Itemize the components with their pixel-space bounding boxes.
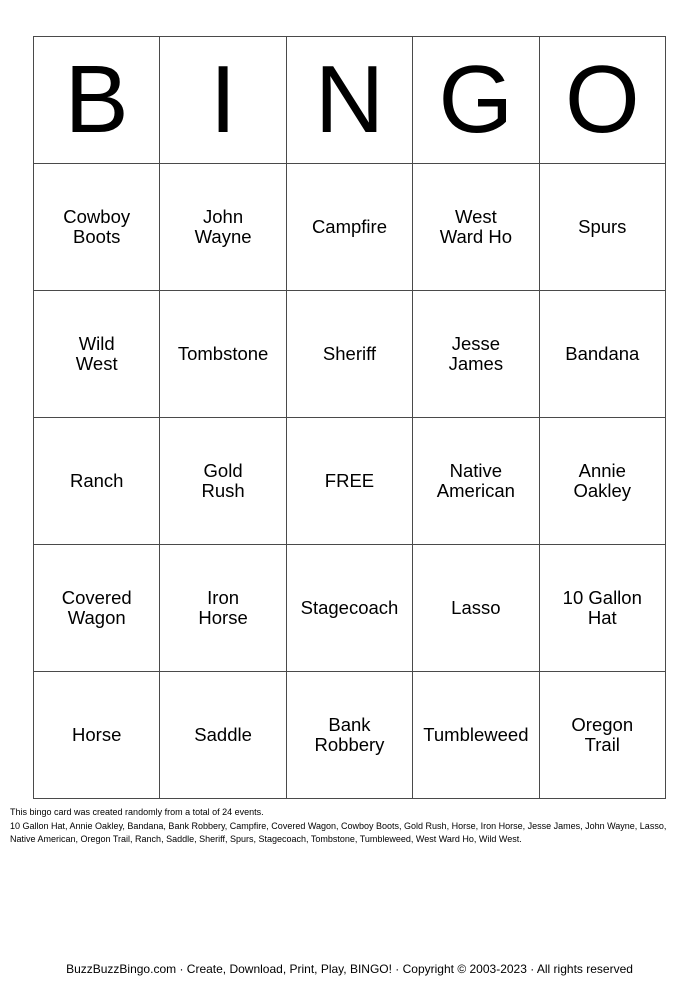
- bingo-cell: [160, 545, 286, 672]
- notes-summary: This bingo card was created randomly from a total of 24 events.: [10, 807, 264, 817]
- bingo-cell: [34, 291, 160, 418]
- cell-label: Horse: [72, 724, 122, 745]
- cell-label: Wild West: [75, 333, 118, 374]
- bingo-cell: [34, 545, 160, 672]
- bingo-cell: [413, 545, 539, 672]
- cell-label: West Ward Ho: [439, 206, 513, 247]
- bingo-cell: [160, 291, 286, 418]
- cell-label: Iron Horse: [198, 587, 248, 628]
- cell-label: Oregon Trail: [571, 714, 634, 755]
- cell-label: Bandana: [565, 343, 640, 364]
- free-space-cell: [286, 418, 412, 545]
- bingo-row: [34, 291, 666, 418]
- notes-event-list: 10 Gallon Hat, Annie Oakley, Bandana, Bank Robbery, Campfire, Covered Wagon, Cowboy Boots, Gold Rush, Horse, Iron Horse, Jesse James, John Wayne, Lasso, Native American, Oregon Trail, Ranch, Saddle, Sheriff, Spurs, Stagecoach, Tombstone, Tumbleweed, West Ward Ho, Wild West.: [10, 820, 667, 844]
- bingo-row: [34, 164, 666, 291]
- cell-label: Campfire: [311, 216, 387, 237]
- bingo-row: [34, 672, 666, 799]
- page-footer: BuzzBuzzBingo.com · Create, Download, Print, Play, BINGO! · Copyright © 2003-2023 · All rights reserved: [66, 962, 633, 976]
- bingo-cell: [413, 418, 539, 545]
- cell-label: Tombstone: [177, 343, 269, 364]
- cell-label: Saddle: [194, 724, 252, 745]
- bingo-cell: [34, 672, 160, 799]
- header-letter-b: B: [34, 37, 160, 164]
- cell-label: Lasso: [451, 597, 501, 618]
- bingo-cell: [413, 291, 539, 418]
- bingo-cell: [539, 291, 665, 418]
- header-letter-g: G: [413, 37, 539, 164]
- cell-label: Gold Rush: [201, 460, 245, 501]
- bingo-header-row: [34, 37, 666, 164]
- cell-label: Annie Oakley: [573, 460, 632, 501]
- bingo-cell: [160, 418, 286, 545]
- bingo-cell: [539, 164, 665, 291]
- cell-label: Sheriff: [322, 343, 377, 364]
- cell-label: Cowboy Boots: [63, 206, 131, 247]
- cell-label: Jesse James: [448, 333, 504, 374]
- bingo-cell: [413, 164, 539, 291]
- cell-label: Ranch: [69, 470, 124, 491]
- cell-label: Covered Wagon: [61, 587, 132, 628]
- bingo-cell: [413, 672, 539, 799]
- bingo-row: [34, 545, 666, 672]
- bingo-cell: [286, 164, 412, 291]
- header-letter-i: I: [160, 37, 286, 164]
- bingo-row: [34, 418, 666, 545]
- card-notes: [10, 806, 690, 847]
- bingo-cell: [286, 545, 412, 672]
- bingo-cell: [539, 672, 665, 799]
- header-letter-n: N: [286, 37, 412, 164]
- cell-label: Native American: [436, 460, 515, 501]
- free-space-label: FREE: [324, 470, 375, 491]
- bingo-cell: [286, 672, 412, 799]
- cell-label: John Wayne: [194, 206, 252, 247]
- cell-label: 10 Gallon Hat: [562, 587, 642, 628]
- cell-label: Bank Robbery: [314, 714, 385, 755]
- cell-label: Tumbleweed: [423, 724, 529, 745]
- cell-label: Stagecoach: [300, 597, 399, 618]
- bingo-cell: [160, 164, 286, 291]
- bingo-cell: [539, 545, 665, 672]
- bingo-cell: [286, 291, 412, 418]
- bingo-cell: [160, 672, 286, 799]
- bingo-cell: [539, 418, 665, 545]
- bingo-cell: [34, 418, 160, 545]
- bingo-cell: [34, 164, 160, 291]
- bingo-card: [33, 36, 666, 799]
- cell-label: Spurs: [578, 216, 627, 237]
- header-letter-o: O: [539, 37, 665, 164]
